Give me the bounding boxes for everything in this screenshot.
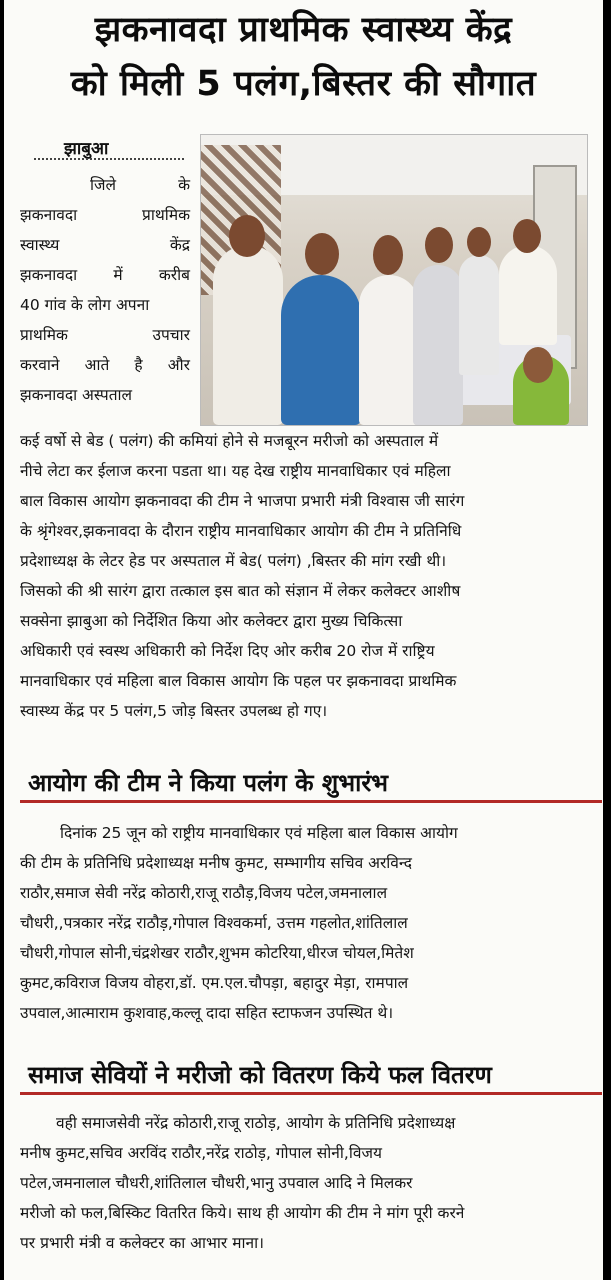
paragraph-line: वही समाजसेवी नरेंद्र कोठारी,राजू राठोड़, आयोग के प्रतिनिधि प्रदेशाध्यक्ष	[56, 1114, 456, 1132]
paragraph-line: नीचे लेटा कर ईलाज करना पडता था। यह देख राष्ट्रीय मानवाधिकार एवं महिला	[20, 462, 451, 480]
paragraph-line: मरीजो को फल,बिस्किट वितरित किये। साथ ही आयोग की टीम ने मांग पूरी करने	[20, 1204, 465, 1222]
intro-line: झकनावदा प्राथमिक	[20, 206, 190, 224]
paragraph-3	[20, 1108, 594, 1258]
newspaper-clipping	[4, 0, 603, 1280]
paragraph-line: दिनांक 25 जून को राष्ट्रीय मानवाधिकार एवं महिला बाल विकास आयोग	[60, 824, 458, 842]
paragraph-line: बाल विकास आयोग झकनावदा की टीम ने भाजपा प्रभारी मंत्री विश्वास जी सारंग	[20, 492, 465, 510]
dateline: झाबुआ	[64, 139, 109, 159]
intro-line: 40 गांव के लोग अपना	[20, 296, 150, 314]
paragraph-1	[20, 426, 594, 726]
intro-column	[20, 170, 190, 410]
paragraph-line: उपवाल,आत्माराम कुशवाह,कल्लू दादा सहित स्टाफजन उपस्थित थे।	[20, 1004, 394, 1022]
intro-line: झकनावदा में करीब	[20, 266, 190, 284]
intro-line: झकनावदा अस्पताल	[20, 386, 133, 404]
paragraph-line: के श्रृंगेश्वर,झकनावदा के दौरान राष्ट्रीय मानवाधिकार आयोग की टीम ने प्रतिनिधि	[20, 522, 462, 540]
paragraph-line: प्रदेशाध्यक्ष के लेटर हेड पर अस्पताल में बेड( पलंग) ,बिस्तर की मांग रखी थी।	[20, 552, 447, 570]
paragraph-line: कुमट,कविराज विजय वोहरा,डॉ. एम.एल.चौपड़ा, बहादुर मेड़ा, रामपाल	[20, 974, 409, 992]
headline-line-1: झकनावदा प्राथमिक स्वास्थ्य केंद्र	[94, 10, 513, 50]
paragraph-line: जिसको की श्री सारंग द्वारा तत्काल इस बात को संज्ञान में लेकर कलेक्टर आशीष	[20, 582, 461, 600]
intro-line: स्वास्थ्य केंद्र	[20, 236, 190, 254]
right-edge-shadow	[603, 0, 611, 1280]
paragraph-line: चौधरी,गोपाल सोनी,चंद्रशेखर राठौर,शुभम कोटरिया,धीरज चोयल,मितेश	[20, 944, 414, 962]
subheading-1: आयोग की टीम ने किया पलंग के शुभारंभ	[20, 766, 602, 803]
paragraph-line: कई वर्षो से बेड ( पलंग) की कमियां होने से मजबूरन मरीजो को अस्पताल में	[20, 432, 439, 450]
intro-line: जिले के	[90, 176, 190, 194]
paragraph-line: पर प्रभारी मंत्री व कलेक्टर का आभार माना।	[20, 1234, 264, 1252]
paragraph-line: सक्सेना झाबुआ को निर्देशित किया ओर कलेक्टर द्वारा मुख्य चिकित्सा	[20, 612, 403, 630]
paragraph-line: मनीष कुमट,सचिव अरविंद राठौर,नरेंद्र राठोड़, गोपाल सोनी,विजय	[20, 1144, 382, 1162]
subheading-2: समाज सेवियों ने मरीजो को वितरण किये फल वितरण	[20, 1058, 602, 1095]
paragraph-line: की टीम के प्रतिनिधि प्रदेशाध्यक्ष मनीष कुमट, सम्भागीय सचिव अरविन्द	[20, 854, 412, 872]
paragraph-line: अधिकारी एवं स्वस्थ अधिकारी को निर्देश दिए ओर करीब 20 रोज में राष्ट्रिय	[20, 642, 435, 660]
paragraph-line: मानवाधिकार एवं महिला बाल विकास आयोग कि पहल पर झकनावदा प्राथमिक	[20, 672, 457, 690]
dateline-rule	[34, 158, 184, 160]
news-photo	[200, 134, 588, 426]
paragraph-2	[20, 818, 594, 1028]
paragraph-line: स्वास्थ्य केंद्र पर 5 पलंग,5 जोड़ बिस्तर उपलब्ध हो गए।	[20, 702, 328, 720]
headline-line-2: को मिली 5 पलंग,बिस्तर की सौगात	[70, 64, 537, 104]
intro-line: प्राथमिक उपचार	[20, 326, 190, 344]
intro-line: करवाने आते है और	[20, 356, 190, 374]
paragraph-line: चौधरी,,पत्रकार नरेंद्र राठौड़,गोपाल विश्वकर्मा, उत्तम गहलोत,शांतिलाल	[20, 914, 408, 932]
paragraph-line: राठौर,समाज सेवी नरेंद्र कोठारी,राजू राठौड़,विजय पटेल,जमनालाल	[20, 884, 388, 902]
paragraph-line: पटेल,जमनालाल चौधरी,शांतिलाल चौधरी,भानु उपवाल आदि ने मिलकर	[20, 1174, 413, 1192]
